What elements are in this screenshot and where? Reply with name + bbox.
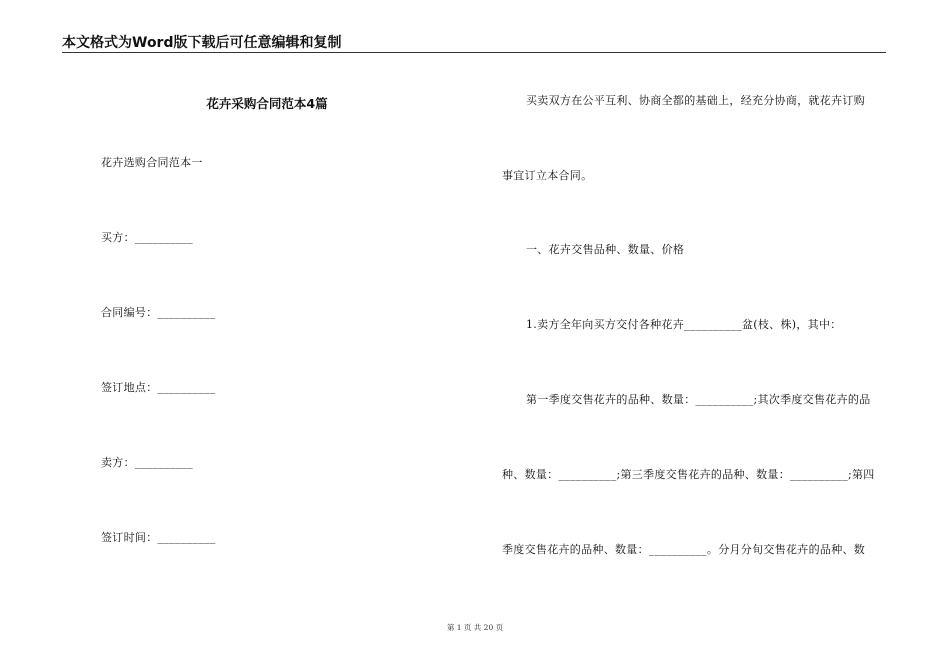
right-line-7: 季度交售花卉的品种、数量：__________。分月分旬交售花卉的品种、数 (502, 543, 866, 556)
right-line-2: 事宜订立本合同。 (502, 169, 593, 182)
right-line-4: 1.卖方全年向买方交付各种花卉__________盆(枝、株)，其中： (526, 318, 842, 331)
left-line-contract-number: 合同编号：__________ (101, 306, 216, 319)
right-section-heading: 一、花卉交售品种、数量、价格 (526, 243, 685, 256)
page-footer: 第 1 页 共 20 页 (446, 623, 504, 632)
right-line-1: 买卖双方在公平互利、协商全都的基础上，经充分协商，就花卉订购 (526, 94, 865, 107)
left-line-buyer: 买方：__________ (101, 231, 193, 244)
left-line-seller: 卖方：__________ (101, 456, 193, 469)
right-line-5: 第一季度交售花卉的品种、数量：__________;其次季度交售花卉的品 (526, 393, 871, 406)
header-title: 本文格式为Word版下载后可任意编辑和复制 (62, 35, 342, 51)
right-line-6: 种、数量：__________;第三季度交售花卉的品种、数量：__________;第四 (502, 468, 875, 481)
left-line-sign-time: 签订时间：__________ (101, 531, 216, 544)
left-line-contract-name: 花卉选购合同范本一 (101, 156, 203, 169)
left-line-sign-place: 签订地点：__________ (101, 381, 216, 394)
page-header (62, 34, 886, 53)
document-title: 花卉采购合同范本4篇 (206, 96, 328, 111)
